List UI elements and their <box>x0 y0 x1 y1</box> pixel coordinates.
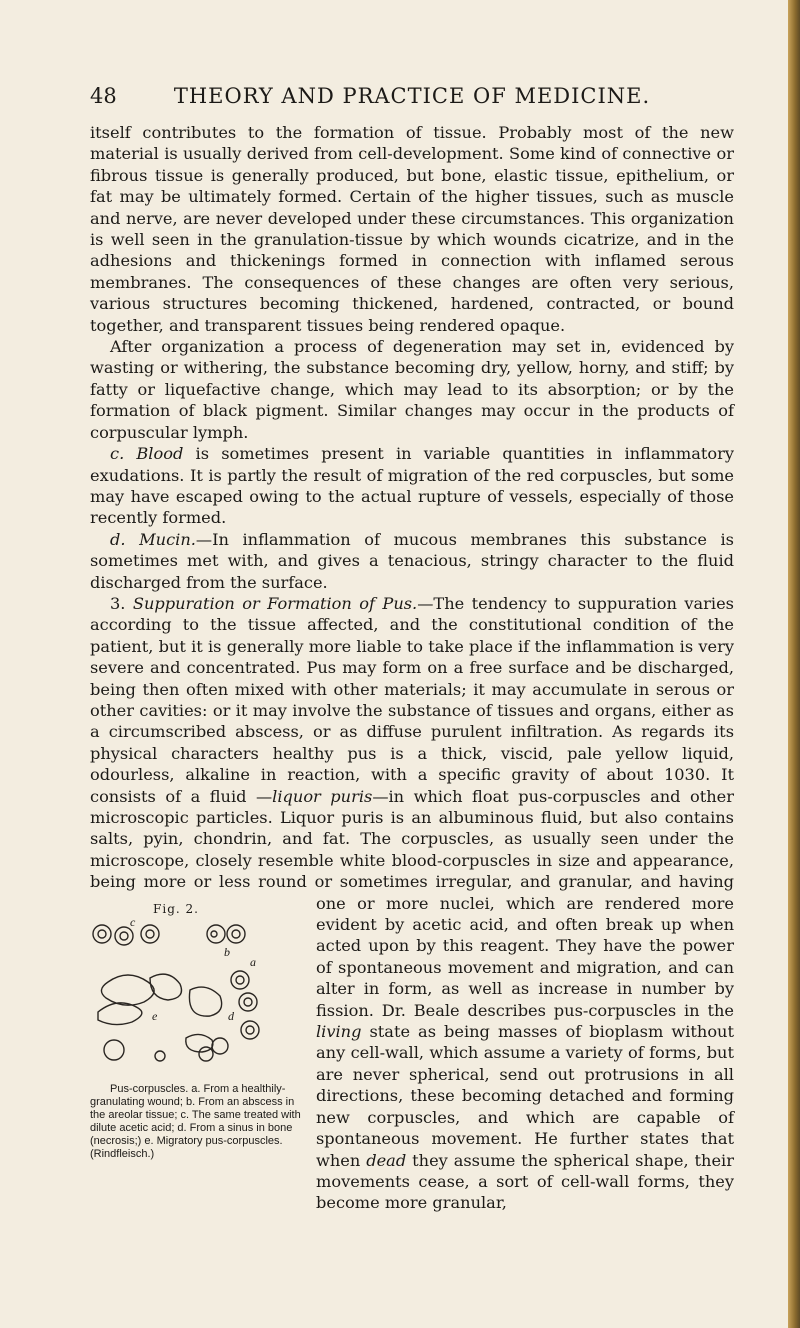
paragraph: After organization a process of degeneration may set in, evidenced by wasting or withering, the substance becoming dry, yellow, horny, and stiff; by fatty or liquefactive change, which may lead to its absorption; or by the formation of black pigment. Similar changes may occur in the products of corpuscular lymph. <box>90 337 734 442</box>
running-header <box>90 84 734 114</box>
item-lead: d. <box>110 529 126 549</box>
paragraph <box>90 529 734 593</box>
page-edge <box>788 0 800 1328</box>
running-title: THEORY AND PRACTICE OF MEDICINE. <box>173 84 651 108</box>
body-text <box>90 122 734 1299</box>
figure-caption: Pus-corpuscles. a. From a healthily-granulating wound; b. From an abscess in the areolar tissue; c. The same treated with dilute acetic acid; d. From a sinus in bone (necrosis;) e. Migratory pus-corpuscles. (Rindfleisch.) <box>90 1083 301 1161</box>
corpuscle <box>231 971 249 989</box>
term-italic: dead <box>366 1150 407 1170</box>
paragraph-text: state as being masses of bioplasm without any cell-wall, which assume a variety of forms, but are never spherical, send out protrusions in all directions, these becoming detached and forming new corpuscles, and which are capable of spontaneous movement. He further states that when <box>316 1022 734 1170</box>
figure-letter: e <box>152 1009 158 1024</box>
paragraph-text: and having one or more nuclei, which are rendered more evident by acetic acid, and often break up when acted upon by this reagent. They have the power of spontaneous movement and migration, and can alter in form, as well as increase in number by fission. Dr. Beale describes pus-corpuscles in the <box>316 872 734 1020</box>
term-italic: living <box>316 1022 362 1042</box>
figure-letter: b <box>224 945 230 960</box>
figure-letter: c <box>130 920 136 930</box>
section-heading: Mucin. <box>139 529 196 549</box>
section-heading: Blood <box>136 444 184 464</box>
paragraph-text: they assume the spherical shape, their movements cease, a sort of cell-wall forms, they become more granular, <box>316 1150 734 1213</box>
corpuscle <box>93 925 111 943</box>
paragraph: itself contributes to the formation of tissue. Probably most of the new material is usually derived from cell-development. Some kind of connective or fibrous tissue is generally produced, but bone, elastic tissue, epithelium, or fat may be ultimately formed. Certain of the higher tissues, such as muscle and nerve, are never developed under these circumstances. This organization is well seen in the granulation-tissue by which wounds cicatrize, and in the adhesions and thickenings formed in connection with inflamed serous membranes. The consequences of these changes are often very serious, various structures becoming thickened, hardened, contracted, or bound together, and transparent tissues being rendered opaque. <box>90 123 734 335</box>
item-lead: 3. <box>110 593 126 613</box>
paragraph <box>90 443 734 529</box>
corpuscle <box>241 1021 259 1039</box>
page-number: 48 <box>90 84 117 108</box>
corpuscle <box>227 925 245 943</box>
corpuscle <box>207 925 225 943</box>
figure-letter: d <box>228 1009 234 1024</box>
corpuscle <box>141 925 159 943</box>
paragraph-text: —The tendency to suppuration varies according to the tissue affected, and the constitutional condition of the patient, but it is generally more liable to take place if the inflammation is very severe and concentrated. Pus may form on a free surface and be discharged, being then often mixed with other materials; it may accumulate in serous or other cavities: or it may involve the substance of tissues and organs, either as a circumscribed abscess, or as diffuse purulent infiltration. As regards its physical characters healthy pus is a thick, viscid, pale yellow liquid, odourless, alkaline in reaction, with a specific gravity of about 1030. It consists of a fluid — <box>90 593 734 806</box>
corpuscle-group <box>189 987 221 1016</box>
figure <box>90 899 302 1299</box>
migratory-corpuscle <box>101 975 154 1005</box>
paragraph <box>90 593 734 1214</box>
paragraph-text: —In inflammation of mucous membranes this substance is sometimes met with, and gives a tenacious, stringy character to the fluid discharged from the surface. <box>90 529 734 592</box>
corpuscle <box>115 927 133 945</box>
corpuscle <box>239 993 257 1011</box>
figure-letter: a <box>250 955 256 970</box>
paragraph-text: —in which float pus-corpuscles and other microscopic particles. Liquor puris is an albuminous fluid, but also contains salts, pyin, chondrin, and fat. The corpuscles, as usually seen under the microscope, closely resemble white blood-corpuscles in size and appearance, being more or less round or sometimes irregular, and granular, <box>90 786 735 892</box>
paragraph-text: is sometimes present in variable quantities in inflammatory exudations. It is partly the result of migration of the red corpuscles, but some may have escaped owing to the actual rupture of vessels, especially of those recently formed. <box>90 444 734 528</box>
term-italic: liquor puris <box>272 786 373 806</box>
item-lead: c. <box>110 444 125 464</box>
section-heading: Suppuration or Formation of Pus. <box>132 593 418 613</box>
figure-illustration <box>90 920 302 1070</box>
figure-label: Fig. 2. <box>153 901 199 916</box>
